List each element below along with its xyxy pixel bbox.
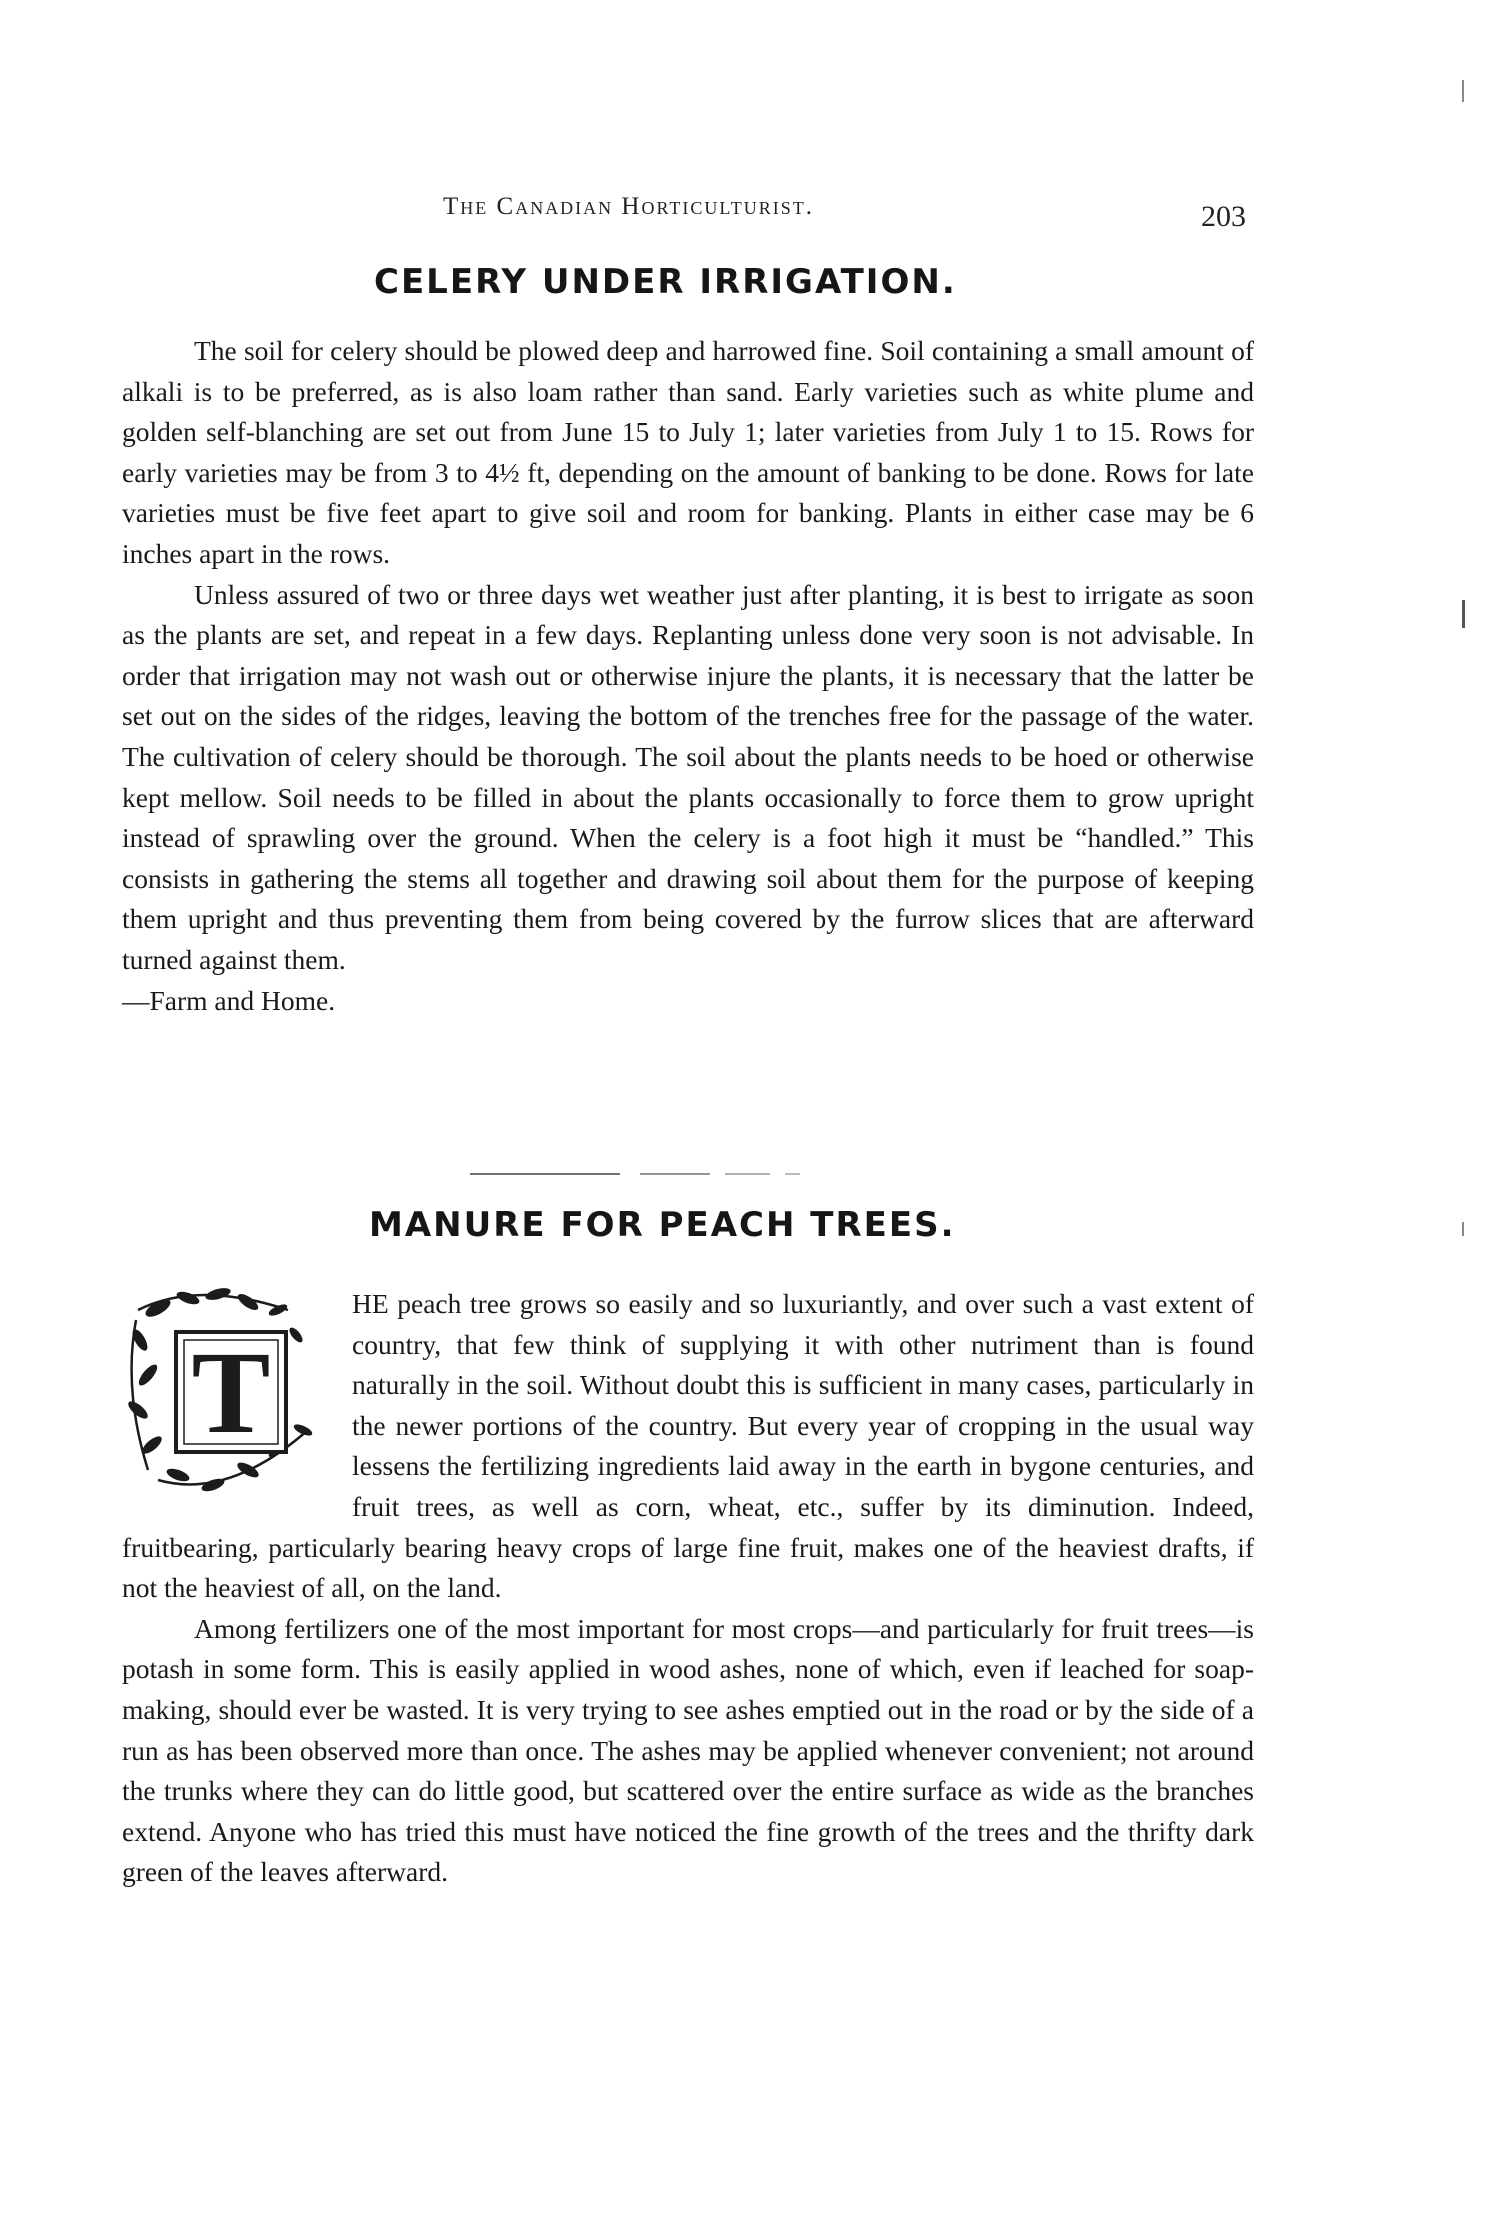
section-divider [470,1172,810,1176]
article-body-peach [122,1284,1254,1893]
scan-edge-mark [1462,600,1465,628]
article-title-peach: MANURE FOR PEACH TREES. [369,1205,956,1245]
page-number: 203 [1201,200,1246,233]
drop-cap-letter: T [191,1327,271,1458]
ornamental-drop-cap [118,1280,330,1498]
paragraph-text: HE peach tree grows so easily and so luxuriantly, and over such a vast extent of country, that few think of supplying it with other nutriment than is found naturally in the soil. Without doubt this is sufficient in many cases, particularly in the newer portions of the country. But every year of cropping in the usual way lessens the fertilizing ingredients laid away in the earth in bygone centuries, and fruit trees, as well as corn, wheat, etc., suffer by its diminution. Indeed, fruitbearing, particularly bearing heavy crops of large fine fruit, makes one of the heaviest drafts, if not the heaviest of all, on the land. [122,1288,1254,1604]
scan-edge-mark [1462,80,1464,102]
article-paragraph: Unless assured of two or three days wet weather just after planting, it is best to irrigate as soon as the plants are set, and repeat in a few days. Replanting unless done very soon is not advisable. In order that irrigation may not wash out or otherwise injure the plants, it is necessary that the latter be set out on the sides of the ridges, leaving the bottom of the trenches free for the passage of the water. The cultivation of celery should be thorough. The soil about the plants needs to be hoed or otherwise kept mellow. Soil needs to be filled in about the plants occasionally to force them to grow upright instead of sprawling over the ground. When the celery is a foot high it must be “handled.” This consists in gathering the stems all together and drawing soil about them for the purpose of keeping them upright and thus preventing them from being covered by the furrow slices that are afterward turned against them. [122,578,1254,975]
article-body-celery [122,331,1254,1021]
article-title-celery: CELERY UNDER IRRIGATION. [374,262,957,302]
running-head-title: The Canadian Horticulturist. [443,193,814,220]
article-paragraph: The soil for celery should be plowed deep and harrowed fine. Soil containing a small amount of alkali is to be preferred, as is also loam rather than sand. Early varieties such as white plume and golden self-blanching are set out from June 15 to July 1; later varieties from July 1 to 15. Rows for early varieties may be from 3 to 4½ ft, depending on the amount of banking to be done. Rows for late varieties must be five feet apart to give soil and room for banking. Plants in either case may be 6 inches apart in the rows. [122,335,1254,569]
source-attribution: —Farm and Home. [122,984,336,1016]
scan-edge-mark [1462,1222,1464,1236]
article-paragraph [122,1284,1254,1609]
article-paragraph: Among fertilizers one of the most important for most crops—and particularly for fruit trees—is potash in some form. This is easily applied in wood ashes, none of which, even if leached for soap-making, should ever be wasted. It is very trying to see ashes emptied out in the road or by the side of a run as has been observed more than once. The ashes may be applied whenever convenient; not around the trunks where they can do little good, but scattered over the entire surface as wide as the branches extend. Anyone who has tried this must have noticed the fine growth of the trees and the thrifty dark green of the leaves afterward. [122,1612,1254,1888]
